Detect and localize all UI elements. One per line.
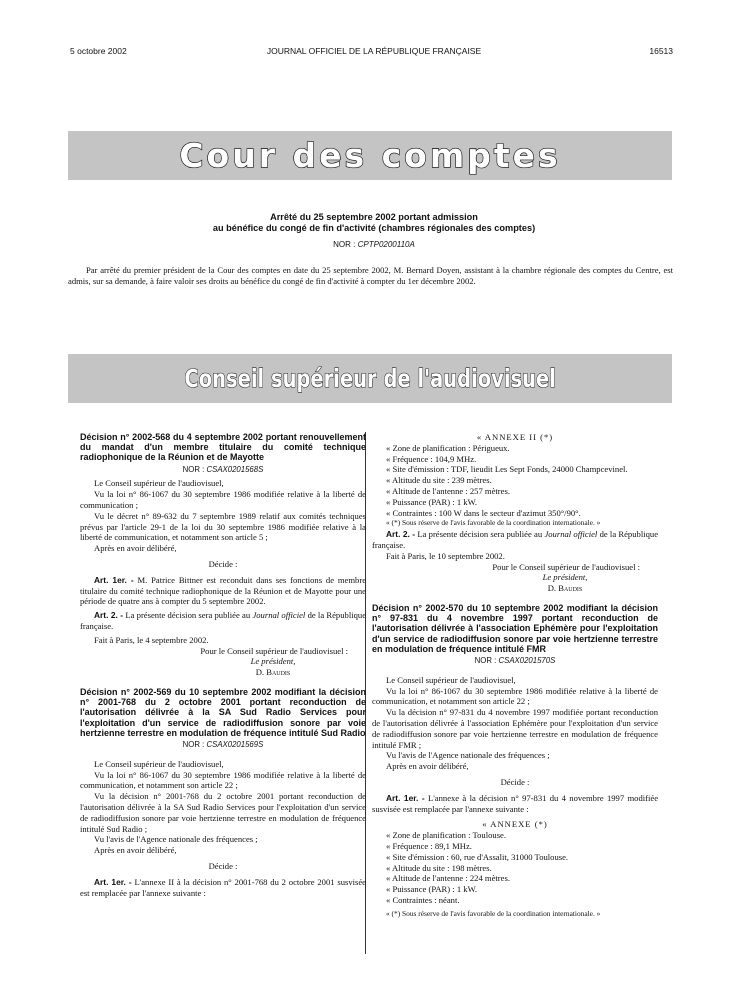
paragraph: Vu la loi n° 86-1067 du 30 septembre 1986 modifiée relative à la liberté de communication ;	[80, 489, 366, 510]
annexe-item: « Puissance (PAR) : 1 kW.	[386, 884, 478, 895]
annexe-footnote: « (*) Sous réserve de l'avis favorable de la coordination internationale. »	[386, 908, 601, 918]
left-column	[80, 432, 366, 898]
article-text: L'annexe II à la décision n° 2001-768 du 2 octobre 2001 susvisée est remplacée par l'annexe suivante :	[80, 876, 366, 898]
decide-heading: Décide :	[208, 558, 238, 569]
paragraph: Vu l'avis de l'Agence nationale des fréquences ;	[386, 750, 550, 761]
annexe-item: « Altitude du site : 198 mètres.	[386, 862, 492, 873]
annexe-item: « Site d'émission : TDF, lieudit Les Sept Fonds, 24000 Champcevinel.	[386, 464, 628, 475]
paragraph: Après en avoir délibéré,	[94, 845, 177, 856]
annexe-item: « Contraintes : 100 W dans le secteur d'azimut 350°/90°.	[386, 507, 581, 518]
article-text: La présente décision sera publiée au	[125, 610, 251, 621]
article-label: Art. 1er. -	[386, 792, 425, 803]
article-text: La présente décision sera publiée au	[417, 529, 543, 540]
article-2	[80, 610, 366, 632]
decide-heading: Décide :	[208, 860, 238, 871]
arrete-title-line1: Arrêté du 25 septembre 2002 portant admission	[270, 212, 478, 222]
signature-role: Le président,	[250, 656, 296, 667]
annexe-item: « Altitude du site : 239 mètres.	[386, 475, 492, 486]
article-text: M. Patrice Bittner est reconduit dans ses fonctions de membre titulaire du comité technique radiophonique de la Réunion et de Mayotte pour une période de quatre ans à compter du 5 septembre 2002.	[80, 574, 367, 607]
nor-code: CSAX0201568S	[206, 464, 264, 474]
decision-title: Décision n° 2002-569 du 10 septembre 2002 modifiant la décision n° 2001-768 du 2 octobre 2001 portant reconduction de l'autorisation délivrée à la SA Sud Radio Services pour l'exploitation d'un service de radiodiffusion sonore par voie hertzienne terrestre en modulation de fréquence intitulé Sud Radio	[80, 686, 366, 738]
decision-nor	[372, 656, 658, 667]
paragraph: Vu la loi n° 86-1067 du 30 septembre 1986 modifiée relative à la liberté de communication, et notamment son article 22 ;	[80, 769, 366, 791]
annexe-heading: « ANNEXE II (*)	[476, 432, 554, 442]
annexe-item: « Puissance (PAR) : 1 kW.	[386, 496, 478, 507]
article-label: Art. 2. -	[386, 529, 416, 540]
paragraph: Vu la décision n° 2001-768 du 2 octobre 2001 portant reconduction de l'autorisation délivrée à la SA Sud Radio Services pour l'exploitation d'un service de radiodiffusion sonore par voie hertzienne terrestre en modulation de fréquence intitulé Sud Radio ;	[80, 791, 366, 834]
paragraph: Vu la loi n° 86-1067 du 30 septembre 1986 modifiée relative à la liberté de communication, et notamment son article 22 ;	[372, 685, 658, 707]
arrete-title-line2: au bénéfice du congé de fin d'activité (chambres régionales des comptes)	[212, 223, 536, 233]
annexe-heading: « ANNEXE (*)	[482, 819, 548, 830]
nor-label: NOR :	[182, 739, 205, 749]
nor-code: CSAX0201570S	[498, 655, 556, 665]
article-2	[372, 529, 658, 551]
annexe-items	[372, 443, 658, 519]
article-text: L'annexe à la décision n° 97-831 du 4 novembre 1997 modifiée susvisée est remplacée par l'annexe suivante :	[372, 792, 659, 814]
annexe-item: « Fréquence : 89,1 MHz.	[386, 840, 472, 851]
signature-name: D. Baudis	[547, 583, 583, 594]
paragraph: Vu le décret n° 89-632 du 7 septembre 1989 relatif aux comités techniques prévus par l'article 29-1 de la loi du 30 septembre 1986 modifiée relative à la liberté de communication, et notamment son article 5 ;	[80, 510, 366, 543]
signature-line: Pour le Conseil supérieur de l'audiovisuel :	[492, 561, 640, 572]
signature-line: Pour le Conseil supérieur de l'audiovisuel :	[200, 645, 348, 656]
annexe-item: « Fréquence : 104,9 MHz.	[386, 453, 477, 464]
annexe-item: « Zone de planification : Toulouse.	[386, 830, 507, 841]
signature-date: Fait à Paris, le 4 septembre 2002.	[94, 634, 209, 645]
decide-heading: Décide :	[500, 776, 530, 787]
journal-title: JOURNAL OFFICIEL DE LA RÉPUBLIQUE FRANÇAISE	[266, 46, 482, 56]
article-label: Art. 1er. -	[94, 574, 134, 585]
decision-title: Décision n° 2002-570 du 10 septembre 2002 modifiant la décision n° 97-831 du 4 novembre 1997 portant reconduction de l'autorisation délivrée à l'association Ephémère pour l'exploitation d'un service de radiodiffusion sonore par voie hertzienne terrestre en modulation de fréquence intitulé FMR	[372, 602, 658, 654]
section-banner-csa	[68, 354, 672, 403]
issue-date: 5 octobre 2002	[70, 46, 127, 56]
decision-nor	[80, 740, 366, 751]
annexe-item: « Altitude de l'antenne : 257 mètres.	[386, 485, 510, 496]
article-text: de la République française.	[372, 529, 659, 550]
journal-officiel-ref: Journal officiel	[544, 529, 598, 540]
nor-label: NOR :	[333, 240, 356, 249]
article-label: Art. 1er. -	[94, 876, 132, 887]
decision-nor	[80, 465, 366, 476]
signature-role: Le président,	[542, 572, 588, 583]
article-1	[80, 877, 366, 899]
nor-code: CPTP0200110A	[357, 240, 415, 249]
paragraph: Vu l'avis de l'Agence nationale des fréquences ;	[94, 834, 258, 845]
annexe-items	[372, 830, 658, 906]
paragraph: Après en avoir délibéré,	[94, 543, 177, 554]
paragraph: Le Conseil supérieur de l'audiovisuel,	[94, 478, 224, 489]
arrete-body: Par arrêté du premier président de la Cour des comptes en date du 25 septembre 2002, M. Bernard Doyen, assistant à la chambre régionale des comptes du Centre, est admis, sur sa demande, à faire valoir ses droits au bénéfice du congé de fin d'activité à compter du 1er décembre 2002.	[68, 265, 673, 286]
paragraph: Le Conseil supérieur de l'audiovisuel,	[386, 674, 516, 685]
annexe-item: « Altitude de l'antenne : 224 mètres.	[386, 873, 510, 884]
paragraph: Vu la décision n° 97-831 du 4 novembre 1997 modifiée portant reconduction de l'autorisation délivrée à l'association Ephémère pour l'exploitation d'un service de radiodiffusion sonore par voie hertzienne terrestre en modulation de fréquence intitulé FMR ;	[372, 707, 658, 750]
page-number: 16513	[649, 46, 673, 56]
nor-code: CSAX0201569S	[206, 739, 264, 749]
paragraph: Après en avoir délibéré,	[386, 761, 469, 772]
annexe-footnote: « (*) Sous réserve de l'avis favorable de la coordination internationale. »	[386, 518, 601, 528]
signature-name: D. Baudis	[255, 667, 291, 678]
decision-title: Décision n° 2002-568 du 4 septembre 2002 portant renouvellement du mandat d'un membre titulaire du comité technique radiophonique de la Réunion et de Mayotte	[80, 432, 366, 463]
annexe-item: « Zone de planification : Périgueux.	[386, 442, 510, 453]
article-text: de la République française.	[80, 610, 367, 631]
annexe-item: « Site d'émission : 60, rue d'Assalit, 31000 Toulouse.	[386, 851, 569, 862]
article-1	[80, 575, 366, 607]
section-title: Conseil supérieur de l'audiovisuel	[184, 364, 556, 393]
section-title: Cour des comptes	[179, 136, 561, 175]
article-1	[372, 793, 658, 815]
section-banner-cour-des-comptes	[68, 131, 672, 180]
right-column	[372, 432, 658, 920]
annexe-item: « Contraintes : néant.	[386, 894, 460, 905]
journal-officiel-ref: Journal officiel	[252, 610, 306, 621]
nor-label: NOR :	[474, 655, 497, 665]
nor-label: NOR :	[182, 464, 205, 474]
arrete-nor	[0, 240, 748, 249]
signature-date: Fait à Paris, le 10 septembre 2002.	[386, 550, 505, 561]
paragraph: Le Conseil supérieur de l'audiovisuel,	[94, 758, 224, 769]
article-label: Art. 2. -	[94, 610, 124, 621]
arrete-title	[0, 212, 748, 234]
